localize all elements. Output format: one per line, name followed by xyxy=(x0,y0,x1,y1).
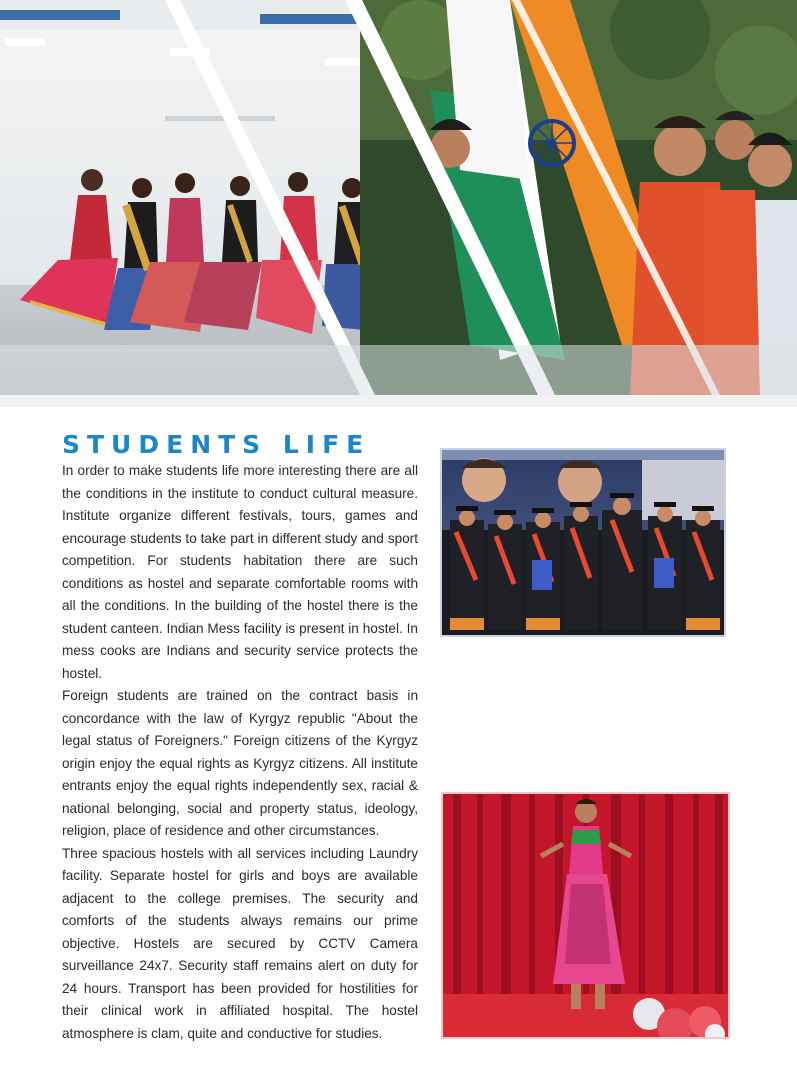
graduation-ceremony-photo xyxy=(440,448,726,637)
body-text xyxy=(62,460,418,1045)
banner-dividers xyxy=(0,0,797,395)
banner-bottom-band xyxy=(0,395,797,407)
paragraph-hostels: Three spacious hostels with all services including Laundry facility. Separate hostel for girls and boys are available adjacent to the college premises. The security and comforts of the students always remains our prime objective. Hostels are secured by CCTV Camera surveillance 24x7. Security staff remains alert on duty for 24 hours. Transport has been provided for hostilities for their clinical work in affiliated hospital. The hostel atmosphere is clam, quite and conductive for studies. xyxy=(62,845,418,1041)
paragraph-facilities: In order to make students life more interesting there are all the conditions in the institute to conduct cultural measure. Institute organize different festivals, tours, games and encourage students to take part in different study and sport competition. For students habitation there are such conditions as hostel and separate comfortable rooms with all the conditions. In the building of the hostel there is the student canteen. Indian Mess facility is present in hostel. In mess cooks are Indians and security service protects the hostel. xyxy=(62,463,418,681)
header-banner xyxy=(0,0,797,395)
section-title: STUDENTS LIFE xyxy=(62,430,371,459)
classical-dancer-photo xyxy=(441,792,730,1039)
banner-overlay-strip xyxy=(0,345,797,395)
paragraph-foreign-students: Foreign students are trained on the contract basis in concordance with the law of Kyrgyz republic "About the legal status of Foreigners." Foreign citizens of the Kyrgyz origin enjoy the equal rights as Kyrgyz citizens. All institute entrants enjoy the equal rights independently sex, racial & national belonging, social and property status, ideology, religion, place of residence and other circumstances. xyxy=(62,688,418,838)
